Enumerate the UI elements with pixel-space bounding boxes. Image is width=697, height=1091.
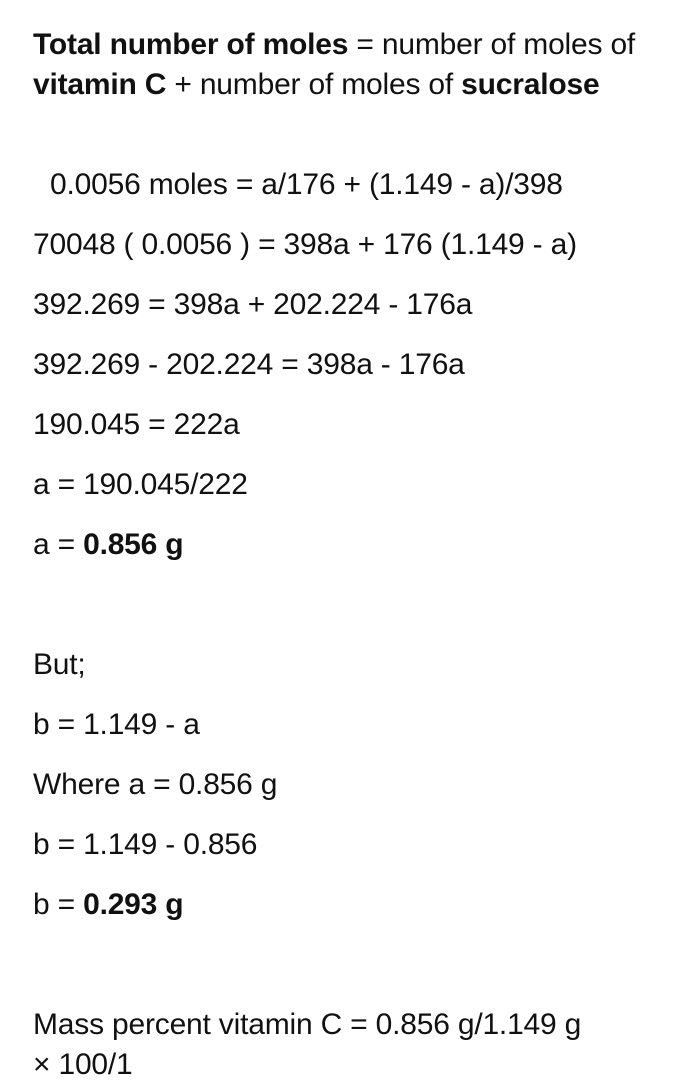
total-moles-label: Total number of moles [33, 28, 349, 61]
result-b-value: 0.293 g [83, 888, 184, 921]
step-line: b = 1.149 - a [33, 708, 200, 741]
mass-percent-line-1: Mass percent vitamin C = 0.856 g/1.149 g [33, 1008, 582, 1041]
step-line: Where a = 0.856 g [33, 768, 278, 801]
mass-percent-line-2: × 100/1 [33, 1048, 133, 1081]
step-line: 70048 ( 0.0056 ) = 398a + 176 (1.149 - a) [33, 228, 577, 261]
result-a-prefix: a = [33, 528, 84, 561]
equation-text-2: + number of moles of [166, 68, 462, 101]
result-a-value: 0.856 g [83, 528, 184, 561]
total-moles-statement [33, 25, 683, 105]
step-line: b = 1.149 - 0.856 [33, 828, 258, 861]
step-line: 0.0056 moles = a/176 + (1.149 - a)/398 [50, 168, 563, 201]
result-b-line [33, 885, 183, 925]
equation-text-1: = number of moles of [348, 28, 636, 61]
result-a-line [33, 525, 183, 565]
step-line: 190.045 = 222a [33, 408, 240, 441]
step-line: 392.269 - 202.224 = 398a - 176a [33, 348, 465, 381]
step-line: 392.269 = 398a + 202.224 - 176a [33, 288, 473, 321]
but-label: But; [33, 648, 86, 681]
result-b-prefix: b = [33, 888, 84, 921]
vitamin-c-label: vitamin C [33, 68, 167, 101]
step-line: a = 190.045/222 [33, 468, 248, 501]
sucralose-label: sucralose [461, 68, 600, 101]
